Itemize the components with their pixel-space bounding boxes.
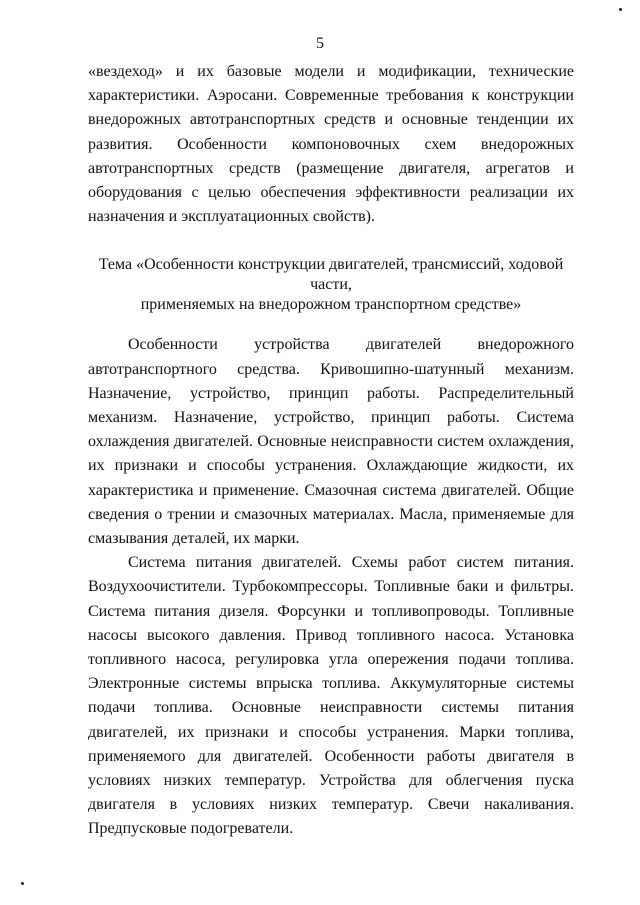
page-number: 5 <box>316 35 324 52</box>
scan-speck-top <box>619 8 622 11</box>
section-title-line-2: применяемых на внедорожном транспортном средстве» <box>140 296 522 314</box>
paragraph-fuel-system: Система питания двигателей. Схемы работ систем питания. Воздухоочистители. Турбокомпрессоры. Топливные баки и фильтры. Система питания дизеля. Форсунки и топливопроводы. Топливные насосы высокого давления. Привод топливного насоса. Установка топливного насоса, регулировка угла опережения подачи топлива. Электронные системы впрыска топлива. Аккумуляторные системы подачи топлива. Основные неисправности системы питания двигателей, их признаки и способы устранения. Марки топлива, применяемого для двигателей. Особенности работы двигателя в условиях низких температур. Устройства для облегчения пуска двигателя в условиях низких температур. Свечи накаливания. Предпусковые подогреватели. <box>88 554 574 838</box>
intro-paragraph: «вездеход» и их базовые модели и модификации, технические характеристики. Аэросани. Современные требования к конструкции внедорожных автотранспортных средств и основные тенденции их развития. Особенности компоновочных схем внедорожных автотранспортных средств (размещение двигателя, агрегатов и оборудования с целью обеспечения эффективности реализации их назначения и эксплуатационных свойств). <box>88 63 574 226</box>
paragraph-engine-design: Особенности устройства двигателей внедорожного автотранспортного средства. Кривошипно-шатунный механизм. Назначение, устройство, принцип работы. Распределительный механизм. Назначение, устройство, принцип работы. Система охлаждения двигателей. Основные неисправности систем охлаждения, их признаки и способы устранения. Охлаждающие жидкости, их характеристика и применение. Смазочная система двигателей. Общие сведения о трении и смазочных материалах. Масла, применяемые для смазывания деталей, их марки. <box>88 336 574 548</box>
scan-speck-bottom <box>21 882 24 885</box>
section-title-line-1: Тема «Особенности конструкции двигателей, трансмиссий, ходовой части, <box>98 256 564 294</box>
section-title <box>88 255 574 315</box>
page-content <box>88 60 574 842</box>
